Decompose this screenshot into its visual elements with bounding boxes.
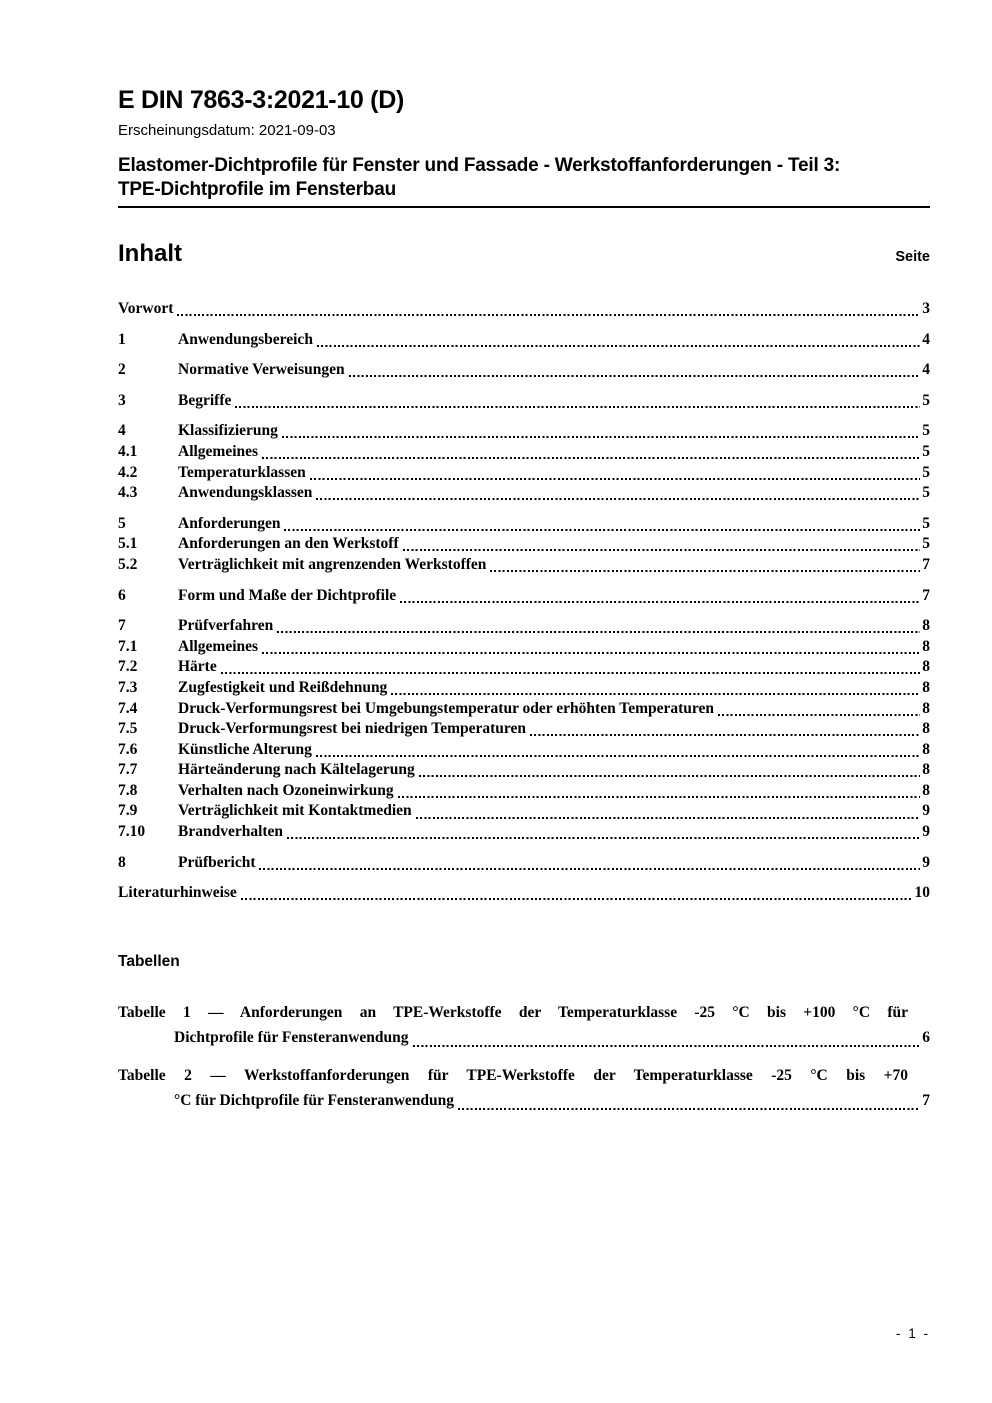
toc-entry-title: Form und Maße der Dichtprofile bbox=[178, 586, 397, 604]
toc-entry bbox=[118, 801, 930, 822]
toc-entry-title: Klassifizierung bbox=[178, 422, 278, 440]
dot-leader bbox=[458, 1108, 920, 1110]
toc-entry bbox=[118, 442, 930, 463]
toc-entry-title: Anwendungsbereich bbox=[178, 330, 313, 348]
toc-entry-title: Temperaturklassen bbox=[178, 463, 306, 481]
toc-entry-number: 7.3 bbox=[118, 678, 138, 696]
toc-entry-title: Prüfverfahren bbox=[178, 617, 274, 635]
dot-leader bbox=[416, 817, 921, 819]
toc-entry bbox=[118, 822, 930, 843]
tables-heading: Tabellen bbox=[118, 953, 180, 970]
dot-leader bbox=[316, 755, 920, 757]
toc-entry-page: 8 bbox=[922, 658, 930, 676]
toc-heading: Inhalt bbox=[118, 240, 182, 267]
dot-leader bbox=[282, 436, 920, 438]
toc-entry-page: 8 bbox=[922, 761, 930, 779]
toc-entry-number: 7.2 bbox=[118, 658, 138, 676]
toc-entry-title: Allgemeines bbox=[178, 442, 259, 460]
dot-leader bbox=[316, 498, 920, 500]
toc-entry bbox=[118, 853, 930, 874]
toc-entry-title: Druck-Verformungsrest bei niedrigen Temperaturen bbox=[178, 720, 527, 738]
toc-entry-page: 8 bbox=[922, 617, 930, 635]
toc-entry-page: 5 bbox=[922, 514, 930, 532]
table-entry-page: 6 bbox=[922, 1029, 930, 1046]
toc-entry-number: 4.1 bbox=[118, 442, 138, 460]
toc-entry bbox=[118, 760, 930, 781]
toc-entry-title: Prüfbericht bbox=[178, 853, 256, 871]
dot-leader bbox=[349, 375, 921, 377]
toc-entry bbox=[118, 657, 930, 678]
dot-leader bbox=[317, 345, 920, 347]
tables-list bbox=[118, 1000, 930, 1126]
table-entry-line2-text: Dichtprofile für Fensteranwendung bbox=[174, 1029, 409, 1046]
toc-entry bbox=[118, 678, 930, 699]
toc-entry-number: 8 bbox=[118, 853, 126, 871]
toc-entry-number: 4.3 bbox=[118, 484, 138, 502]
dot-leader bbox=[718, 714, 920, 716]
page-number: - 1 - bbox=[895, 1326, 930, 1341]
dot-leader bbox=[530, 734, 920, 736]
toc-entry-page: 4 bbox=[922, 361, 930, 379]
toc-entry bbox=[118, 781, 930, 802]
title-divider-rule bbox=[118, 206, 930, 208]
dot-leader bbox=[262, 457, 920, 459]
toc-entry-page: 5 bbox=[922, 535, 930, 553]
toc-entry-title: Verhalten nach Ozoneinwirkung bbox=[178, 781, 394, 799]
toc-entry bbox=[118, 555, 930, 576]
toc-entry-title: Druck-Verformungsrest bei Umgebungstemperatur oder erhöhten Temperaturen bbox=[178, 699, 715, 717]
toc-entry-page: 8 bbox=[922, 699, 930, 717]
toc-entry-page: 4 bbox=[922, 330, 930, 348]
toc-entry-page: 7 bbox=[922, 555, 930, 573]
toc-entry-number: 7.5 bbox=[118, 720, 138, 738]
dot-leader bbox=[287, 837, 920, 839]
toc-entry-number: 7.7 bbox=[118, 761, 138, 779]
toc-entry bbox=[118, 534, 930, 555]
toc-entry-page: 8 bbox=[922, 781, 930, 799]
toc-entry-title: Anforderungen an den Werkstoff bbox=[178, 535, 399, 553]
dot-leader bbox=[400, 601, 920, 603]
dot-leader bbox=[262, 652, 920, 654]
document-code: E DIN 7863-3:2021-10 (D) bbox=[118, 86, 404, 114]
toc-entry-page: 5 bbox=[922, 422, 930, 440]
toc-entry-number: 7.8 bbox=[118, 781, 138, 799]
toc-entry-title: Zugfestigkeit und Reißdehnung bbox=[178, 678, 388, 696]
table-entry bbox=[118, 1063, 930, 1113]
toc-entry-number: 6 bbox=[118, 586, 126, 604]
toc-entry-page: 5 bbox=[922, 484, 930, 502]
toc-entry-title: Anwendungsklassen bbox=[178, 484, 313, 502]
toc-entry-number: 4.2 bbox=[118, 463, 138, 481]
toc-entry-page: 10 bbox=[914, 884, 930, 902]
toc-entry-number: 7 bbox=[118, 617, 126, 635]
toc-entry-page: 5 bbox=[922, 463, 930, 481]
dot-leader bbox=[391, 693, 920, 695]
toc-entry-title: Verträglichkeit mit angrenzenden Werkstoffen bbox=[178, 555, 487, 573]
document-title bbox=[118, 154, 930, 201]
page-column-label: Seite bbox=[895, 249, 930, 265]
dot-leader bbox=[490, 570, 920, 572]
dot-leader bbox=[277, 631, 920, 633]
table-entry-line2-text: °C für Dichtprofile für Fensteranwendung bbox=[174, 1092, 455, 1109]
toc-entry-number: 5.1 bbox=[118, 535, 138, 553]
toc-entry-page: 8 bbox=[922, 637, 930, 655]
table-entry bbox=[118, 1000, 930, 1050]
toc-entry-number: 7.10 bbox=[118, 823, 146, 841]
toc-entry bbox=[118, 421, 930, 442]
toc-entry-page: 3 bbox=[922, 300, 930, 317]
dot-leader bbox=[310, 478, 921, 480]
toc-entry-number: 2 bbox=[118, 361, 126, 379]
toc-entry-title: Anforderungen bbox=[178, 514, 281, 532]
toc-entry bbox=[118, 719, 930, 740]
toc-entry bbox=[118, 616, 930, 637]
toc-entry bbox=[118, 463, 930, 484]
toc-entry-title: Allgemeines bbox=[178, 637, 259, 655]
toc-entry bbox=[118, 586, 930, 607]
toc-entry bbox=[118, 740, 930, 761]
dot-leader bbox=[419, 775, 920, 777]
toc-entry-number: 7.1 bbox=[118, 637, 138, 655]
toc-entry-page: 8 bbox=[922, 720, 930, 738]
toc-entry-number: 4 bbox=[118, 422, 126, 440]
dot-leader bbox=[398, 796, 921, 798]
dot-leader bbox=[413, 1045, 921, 1047]
document-title-line2: TPE-Dichtprofile im Fensterbau bbox=[118, 178, 396, 200]
toc-entry-page: 9 bbox=[922, 802, 930, 820]
toc-entry-title: Künstliche Alterung bbox=[178, 740, 312, 758]
table-entry-line1: Tabelle 1 — Anforderungen an TPE-Werkstoffe der Temperaturklasse -25 °C bis +100 °C für bbox=[118, 1004, 908, 1021]
dot-leader bbox=[259, 868, 920, 870]
toc-entry bbox=[118, 637, 930, 658]
table-entry-line2 bbox=[118, 1088, 930, 1113]
toc-entry-number: 5 bbox=[118, 514, 126, 532]
toc-entry-title: Härteänderung nach Kältelagerung bbox=[178, 761, 415, 779]
toc-header-row bbox=[118, 240, 930, 268]
toc-entry bbox=[118, 391, 930, 412]
publish-date: Erscheinungsdatum: 2021-09-03 bbox=[118, 122, 336, 139]
toc-entry-title: Begriffe bbox=[178, 391, 232, 409]
toc-entry-page: 7 bbox=[922, 586, 930, 604]
table-entry-line2 bbox=[118, 1025, 930, 1050]
toc-entry-page: 8 bbox=[922, 678, 930, 696]
dot-leader bbox=[235, 406, 920, 408]
dot-leader bbox=[403, 549, 921, 551]
dot-leader bbox=[221, 672, 921, 674]
dot-leader bbox=[284, 529, 920, 531]
toc-entry bbox=[118, 883, 930, 904]
toc-entry-title: Härte bbox=[178, 658, 217, 676]
table-entry-line1: Tabelle 2 — Werkstoffanforderungen für TPE-Werkstoffe der Temperaturklasse -25 °C bis +70 bbox=[118, 1067, 908, 1084]
toc-entry bbox=[118, 514, 930, 535]
toc-entry-number: 7.9 bbox=[118, 802, 138, 820]
toc-entry-number: 1 bbox=[118, 330, 126, 348]
toc-entry-title: Normative Verweisungen bbox=[178, 361, 345, 379]
toc-entry bbox=[118, 483, 930, 504]
toc-entry-page: 8 bbox=[922, 740, 930, 758]
toc-entry-title: Literaturhinweise bbox=[118, 884, 237, 902]
toc-entry-number: 5.2 bbox=[118, 555, 138, 573]
toc-entry-number: 3 bbox=[118, 391, 126, 409]
document-title-line1: Elastomer-Dichtprofile für Fenster und Fassade - Werkstoffanforderungen - Teil 3: bbox=[118, 155, 841, 176]
toc-entry-page: 5 bbox=[922, 391, 930, 409]
dot-leader bbox=[241, 898, 913, 900]
toc-entry-number: 7.4 bbox=[118, 699, 138, 717]
toc-entry-number: 7.6 bbox=[118, 740, 138, 758]
dot-leader bbox=[177, 314, 920, 316]
table-entry-page: 7 bbox=[922, 1092, 930, 1109]
toc-entry-page: 9 bbox=[922, 823, 930, 841]
toc-list bbox=[118, 299, 930, 904]
toc-entry-title: Brandverhalten bbox=[178, 823, 284, 841]
toc-entry bbox=[118, 330, 930, 351]
toc-entry bbox=[118, 360, 930, 381]
toc-entry bbox=[118, 699, 930, 720]
toc-entry-page: 9 bbox=[922, 853, 930, 871]
toc-entry-title: Vorwort bbox=[118, 300, 174, 317]
toc-entry-title: Verträglichkeit mit Kontaktmedien bbox=[178, 802, 412, 820]
toc-entry bbox=[118, 299, 930, 320]
toc-entry-page: 5 bbox=[922, 442, 930, 460]
